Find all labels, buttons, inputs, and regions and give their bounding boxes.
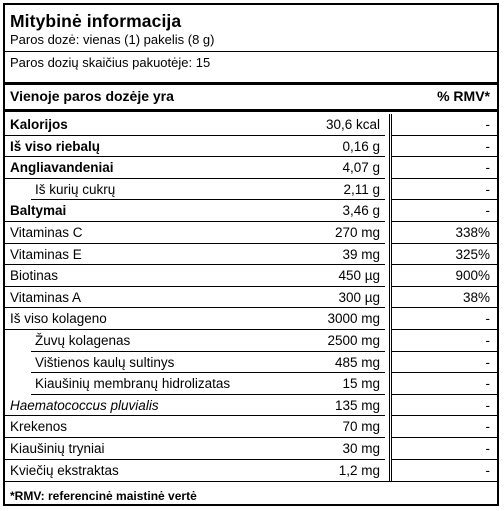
nutrient-rmv: 338%	[455, 225, 490, 240]
nutrient-amount: 135 mg	[334, 397, 380, 413]
nutrient-name: Vitaminas C	[10, 225, 83, 240]
nutrient-amount: 3,46 g	[342, 203, 380, 219]
nutrient-row	[5, 416, 497, 438]
divider	[5, 51, 497, 52]
nutrient-name: Kalorijos	[10, 117, 68, 132]
nutrient-row	[5, 136, 497, 158]
nutrient-amount: 3000 mg	[327, 311, 380, 327]
nutrient-amount: 30,6 kcal	[325, 117, 380, 132]
nutrient-name: Vitaminas A	[10, 289, 82, 305]
nutrient-name: Krekenos	[10, 419, 68, 435]
nutrient-rmv: -	[485, 333, 490, 348]
nutrient-name: Iš kurių cukrų	[35, 181, 116, 197]
nutrient-amount: 2500 mg	[327, 333, 380, 348]
nutrient-amount: 0,16 g	[342, 138, 380, 154]
nutrient-row	[5, 157, 497, 179]
nutrient-row	[5, 308, 497, 330]
nutrient-amount: 2,11 g	[343, 181, 380, 197]
nutrient-row	[5, 179, 497, 201]
nutrient-rmv: 325%	[455, 246, 490, 262]
nutrient-rmv: -	[485, 203, 490, 219]
nutrient-amount: 39 mg	[342, 246, 380, 262]
nutrient-name: Kiaušinių membranų hidrolizatas	[35, 376, 231, 392]
nutrient-rmv: -	[485, 117, 490, 132]
divider	[5, 481, 497, 482]
panel-title: Mitybinė informacija	[10, 11, 182, 31]
nutrient-amount: 450 µg	[338, 268, 380, 284]
nutrient-row	[5, 287, 497, 309]
column-header-rmv: % RMV*	[437, 88, 490, 104]
nutrient-amount: 4,07 g	[342, 160, 380, 176]
nutrient-row	[5, 200, 497, 222]
nutrient-name: Kviečių ekstraktas	[10, 462, 119, 478]
nutrient-rmv: -	[485, 462, 490, 478]
nutrient-rmv: -	[485, 138, 490, 154]
nutrient-row	[5, 352, 497, 374]
serving-size: Paros dozė: vienas (1) pakelis (8 g)	[10, 32, 215, 47]
nutrient-amount: 15 mg	[342, 376, 380, 392]
column-divider	[389, 114, 390, 481]
nutrient-amount: 300 µg	[338, 289, 380, 305]
servings-per-package: Paros dozių skaičius pakuotėje: 15	[10, 55, 211, 70]
nutrient-amount: 30 mg	[342, 441, 380, 456]
nutrient-rmv: -	[485, 181, 490, 197]
nutrient-name: Kiaušinių tryniai	[10, 441, 105, 456]
nutrient-row	[5, 373, 497, 395]
nutrient-amount: 485 mg	[334, 354, 380, 370]
nutrient-row	[5, 438, 497, 460]
nutrient-amount: 270 mg	[334, 225, 380, 240]
nutrient-rmv: -	[485, 160, 490, 176]
nutrient-row	[5, 330, 497, 352]
thick-divider	[5, 82, 497, 85]
nutrient-row	[5, 460, 497, 482]
nutrient-row	[5, 222, 497, 244]
nutrient-rmv: -	[485, 311, 490, 327]
nutrient-rmv: -	[485, 376, 490, 392]
footnote: *RMV: referencinė maistinė vertė	[10, 489, 197, 503]
nutrient-rmv: -	[485, 441, 490, 456]
column-header-amount: Vienoje paros dozėje yra	[10, 88, 174, 104]
nutrient-rmv: -	[485, 397, 490, 413]
nutrient-row	[5, 395, 497, 417]
nutrient-rmv: -	[485, 419, 490, 435]
nutrition-facts-panel	[3, 3, 499, 506]
nutrient-rmv: -	[485, 354, 490, 370]
nutrient-rmv: 38%	[462, 289, 490, 305]
nutrient-rmv: 900%	[455, 268, 490, 284]
nutrient-row	[5, 244, 497, 266]
nutrient-name: Žuvų kolagenas	[35, 333, 131, 348]
nutrient-name: Angliavandeniai	[10, 160, 114, 176]
column-divider	[391, 114, 392, 481]
nutrient-name: Iš viso kolageno	[10, 311, 107, 327]
nutrient-name: Baltymai	[10, 203, 67, 219]
nutrient-name: Iš viso riebalų	[10, 138, 101, 154]
nutrient-name: Biotinas	[10, 268, 59, 284]
nutrient-row	[5, 265, 497, 287]
thick-divider	[5, 109, 497, 112]
nutrient-amount: 1,2 mg	[338, 462, 380, 478]
nutrient-row	[5, 114, 497, 136]
nutrient-name: Vištienos kaulų sultinys	[35, 354, 175, 370]
nutrient-amount: 70 mg	[342, 419, 380, 435]
nutrient-name: Vitaminas E	[10, 246, 82, 262]
nutrient-name: Haematococcus pluvialis	[10, 397, 159, 413]
